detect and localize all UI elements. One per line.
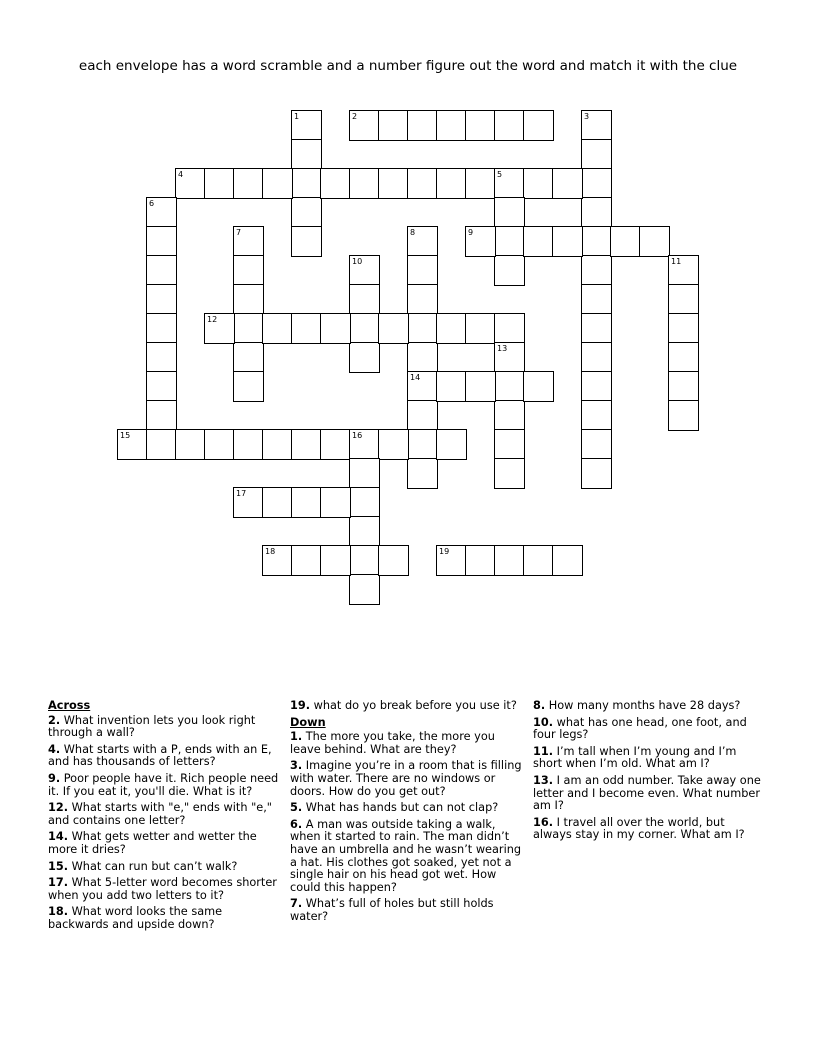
grid-cell[interactable] xyxy=(146,313,177,344)
clue-number: 5 xyxy=(497,170,503,179)
grid-cell[interactable] xyxy=(494,168,525,199)
grid-cell[interactable] xyxy=(581,139,612,170)
grid-cell[interactable] xyxy=(523,226,554,257)
grid-cell[interactable] xyxy=(320,545,351,576)
grid-cell[interactable] xyxy=(407,458,438,489)
clue-number: 6 xyxy=(149,199,155,208)
clue-across-12: 12. What starts with "e," ends with "e," and contains one letter? xyxy=(48,801,273,827)
grid-cell[interactable] xyxy=(320,429,351,460)
grid-cell[interactable] xyxy=(146,197,177,228)
grid-cell[interactable] xyxy=(494,226,525,257)
grid-cell[interactable] xyxy=(320,487,351,518)
grid-cell[interactable] xyxy=(465,168,496,199)
grid-cell[interactable] xyxy=(146,226,177,257)
grid-cell[interactable] xyxy=(175,429,206,460)
grid-cell[interactable] xyxy=(233,255,264,286)
grid-cell[interactable] xyxy=(407,400,438,431)
grid-cell[interactable] xyxy=(146,400,177,431)
grid-cell[interactable] xyxy=(146,371,177,402)
grid-cell[interactable] xyxy=(552,545,583,576)
grid-cell[interactable] xyxy=(639,226,670,257)
grid-cell[interactable] xyxy=(146,342,177,373)
grid-cell[interactable] xyxy=(291,313,322,344)
grid-cell[interactable] xyxy=(581,400,612,431)
grid-cell[interactable] xyxy=(233,371,264,402)
grid-cell[interactable] xyxy=(262,429,293,460)
grid-cell[interactable] xyxy=(378,429,409,460)
clue-number: 9 xyxy=(468,228,474,237)
grid-cell[interactable] xyxy=(668,342,699,373)
grid-cell[interactable] xyxy=(581,284,612,315)
grid-cell[interactable] xyxy=(233,342,264,373)
grid-cell[interactable] xyxy=(668,371,699,402)
grid-cell[interactable] xyxy=(349,458,380,489)
grid-cell[interactable] xyxy=(320,168,351,199)
clue-across-18: 18. What word looks the same backwards and upside down? xyxy=(48,905,223,931)
clue-number: 16 xyxy=(352,431,363,440)
grid-cell[interactable] xyxy=(407,168,438,199)
clue-number: 4 xyxy=(178,170,184,179)
clue-down-11: 11. I’m tall when I’m young and I’m short when I’m old. What am I? xyxy=(533,744,737,771)
across-heading: Across xyxy=(48,699,91,712)
grid-cell[interactable] xyxy=(610,226,641,257)
grid-cell[interactable] xyxy=(349,313,380,344)
clue-down-3: 3. Imagine you’re in a room that is filling with water. There are no windows or doors. How do you get out? xyxy=(290,759,522,798)
grid-cell[interactable] xyxy=(117,429,148,460)
clue-number: 8 xyxy=(410,228,416,237)
grid-cell[interactable] xyxy=(204,168,235,199)
clue-number: 1 xyxy=(294,112,300,121)
clue-number: 12 xyxy=(207,315,218,324)
clue-number: 15 xyxy=(120,431,131,440)
grid-cell[interactable] xyxy=(233,313,264,344)
grid-cell[interactable] xyxy=(146,255,177,286)
grid-cell[interactable] xyxy=(581,371,612,402)
grid-cell[interactable] xyxy=(465,313,496,344)
clue-down-10: 10. what has one head, one foot, and four legs? xyxy=(533,715,747,742)
clue-across-19: 19. what do yo break before you use it? xyxy=(290,699,517,712)
grid-cell[interactable] xyxy=(349,487,380,518)
clue-number: 18 xyxy=(265,547,276,556)
grid-cell[interactable] xyxy=(436,371,467,402)
grid-cell[interactable] xyxy=(175,168,206,199)
grid-cell[interactable] xyxy=(349,255,380,286)
grid-cell[interactable] xyxy=(436,313,467,344)
grid-cell[interactable] xyxy=(581,255,612,286)
clue-number: 7 xyxy=(236,228,242,237)
clues-column-1 xyxy=(48,700,284,936)
grid-cell[interactable] xyxy=(320,313,351,344)
grid-cell[interactable] xyxy=(146,429,177,460)
grid-cell[interactable] xyxy=(291,197,322,228)
grid-cell[interactable] xyxy=(494,255,525,286)
grid-cell[interactable] xyxy=(581,110,612,141)
grid-cell[interactable] xyxy=(465,226,496,257)
grid-cell[interactable] xyxy=(407,429,438,460)
grid-cell[interactable] xyxy=(291,429,322,460)
grid-cell[interactable] xyxy=(494,458,525,489)
grid-cell[interactable] xyxy=(581,197,612,228)
grid-cell[interactable] xyxy=(407,110,438,141)
grid-cell[interactable] xyxy=(436,545,467,576)
grid-cell[interactable] xyxy=(523,168,554,199)
grid-cell[interactable] xyxy=(262,487,293,518)
grid-cell[interactable] xyxy=(291,110,322,141)
grid-cell[interactable] xyxy=(494,313,525,344)
grid-cell[interactable] xyxy=(407,226,438,257)
grid-cell[interactable] xyxy=(291,545,322,576)
clue-number: 19 xyxy=(439,547,450,556)
clue-across-14: 14. What gets wetter and wetter the more it dries? xyxy=(48,830,257,856)
grid-cell[interactable] xyxy=(494,400,525,431)
grid-cell[interactable] xyxy=(494,371,525,402)
clue-down-5: 5. What has hands but can not clap? xyxy=(290,801,499,815)
grid-cell[interactable] xyxy=(436,429,467,460)
grid-cell[interactable] xyxy=(668,284,699,315)
grid-cell[interactable] xyxy=(291,168,322,199)
clue-down-7: 7. What’s full of holes but still holds water? xyxy=(290,897,494,923)
grid-cell[interactable] xyxy=(668,313,699,344)
clue-down-8: 8. How many months have 28 days? xyxy=(533,699,741,712)
clue-down-1: 1. The more you take, the more you leave behind. What are they? xyxy=(290,730,495,756)
grid-cell[interactable] xyxy=(233,429,264,460)
grid-cell[interactable] xyxy=(146,284,177,315)
grid-cell[interactable] xyxy=(581,342,612,373)
grid-cell[interactable] xyxy=(378,545,409,576)
clues-column-2 xyxy=(290,700,526,928)
grid-cell[interactable] xyxy=(668,400,699,431)
clue-across-9: 9. Poor people have it. Rich people need it. If you eat it, you'll die. What is it? xyxy=(48,771,279,798)
grid-cell[interactable] xyxy=(581,168,612,199)
grid-cell[interactable] xyxy=(349,284,380,315)
clue-down-13: 13. I am an odd number. Take away one letter and I become even. What number am I? xyxy=(533,773,761,813)
clue-across-15: 15. What can run but can’t walk? xyxy=(48,859,238,873)
clue-down-6: 6. A man was outside taking a walk, when it started to rain. The man didn’t have an umbrella and he wasn’t wearing a hat. His clothes got soaked, yet not a single hair on his head got wet. How could this happen? xyxy=(290,817,522,894)
grid-cell[interactable] xyxy=(436,110,467,141)
grid-cell[interactable] xyxy=(581,429,612,460)
grid-cell[interactable] xyxy=(523,110,554,141)
clue-number: 10 xyxy=(352,257,363,266)
clue-across-17: 17. What 5-letter word becomes shorter when you add two letters to it? xyxy=(48,876,277,902)
grid-cell[interactable] xyxy=(581,458,612,489)
grid-cell[interactable] xyxy=(291,226,322,257)
puzzle-instructions: each envelope has a word scramble and a number figure out the word and match it with the clue xyxy=(78,58,738,74)
grid-cell[interactable] xyxy=(494,197,525,228)
grid-cell[interactable] xyxy=(407,342,438,373)
grid-cell[interactable] xyxy=(523,545,554,576)
clues-column-3 xyxy=(533,700,761,846)
grid-cell[interactable] xyxy=(581,313,612,344)
clue-number: 2 xyxy=(352,112,358,121)
clue-number: 11 xyxy=(671,257,682,266)
grid-cell[interactable] xyxy=(349,342,380,373)
grid-cell[interactable] xyxy=(465,371,496,402)
grid-cell[interactable] xyxy=(494,110,525,141)
grid-cell[interactable] xyxy=(233,226,264,257)
grid-cell[interactable] xyxy=(523,371,554,402)
grid-cell[interactable] xyxy=(349,545,380,576)
grid-cell[interactable] xyxy=(407,371,438,402)
grid-cell[interactable] xyxy=(233,487,264,518)
grid-cell[interactable] xyxy=(436,168,467,199)
grid-cell[interactable] xyxy=(291,487,322,518)
grid-cell[interactable] xyxy=(494,429,525,460)
grid-cell[interactable] xyxy=(494,342,525,373)
grid-cell[interactable] xyxy=(465,545,496,576)
grid-cell[interactable] xyxy=(204,429,235,460)
grid-cell[interactable] xyxy=(407,284,438,315)
grid-cell[interactable] xyxy=(552,168,583,199)
grid-cell[interactable] xyxy=(407,313,438,344)
grid-cell[interactable] xyxy=(378,110,409,141)
clue-across-4: 4. What starts with a P, ends with an E, and has thousands of letters? xyxy=(48,742,272,769)
clue-down-16: 16. I travel all over the world, but always stay in my corner. What am I? xyxy=(533,815,745,842)
grid-cell[interactable] xyxy=(668,255,699,286)
clue-number: 17 xyxy=(236,489,247,498)
grid-cell[interactable] xyxy=(494,545,525,576)
grid-cell[interactable] xyxy=(233,284,264,315)
grid-cell[interactable] xyxy=(581,226,612,257)
clue-number: 3 xyxy=(584,112,590,121)
grid-cell[interactable] xyxy=(291,139,322,170)
grid-cell[interactable] xyxy=(262,545,293,576)
grid-cell[interactable] xyxy=(262,168,293,199)
grid-cell[interactable] xyxy=(233,168,264,199)
grid-cell[interactable] xyxy=(407,255,438,286)
grid-cell[interactable] xyxy=(349,516,380,547)
grid-cell[interactable] xyxy=(552,226,583,257)
grid-cell[interactable] xyxy=(349,429,380,460)
grid-cell[interactable] xyxy=(378,313,409,344)
clue-across-2: 2. What invention lets you look right through a wall? xyxy=(48,713,256,740)
grid-cell[interactable] xyxy=(349,110,380,141)
grid-cell[interactable] xyxy=(262,313,293,344)
grid-cell[interactable] xyxy=(204,313,235,344)
grid-cell[interactable] xyxy=(465,110,496,141)
grid-cell[interactable] xyxy=(378,168,409,199)
clue-number: 14 xyxy=(410,373,421,382)
clue-number: 13 xyxy=(497,344,508,353)
grid-cell[interactable] xyxy=(349,168,380,199)
down-heading: Down xyxy=(290,715,326,729)
grid-cell[interactable] xyxy=(349,574,380,605)
